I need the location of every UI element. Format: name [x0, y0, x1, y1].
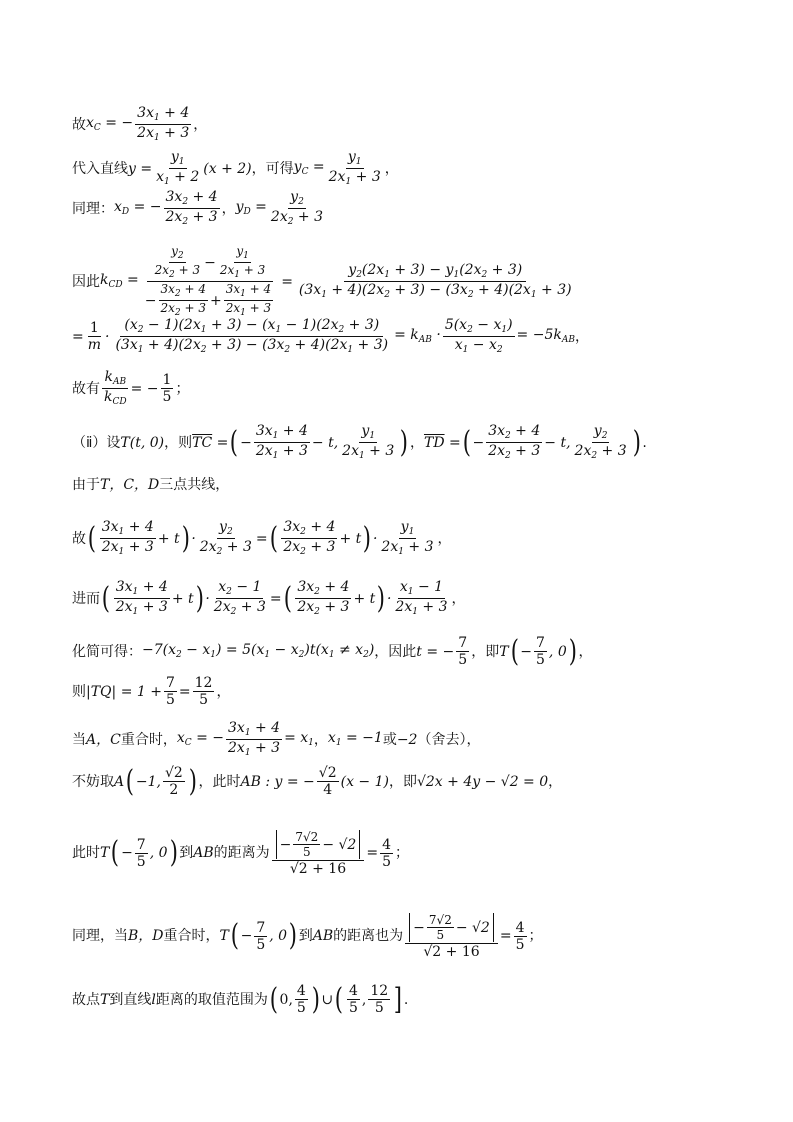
- line-2: [72, 150, 399, 187]
- fraction: $\frac{y_2}{2x_2 + 3}$: [199, 519, 252, 557]
- math: =: [72, 328, 84, 345]
- text: 同理，当: [72, 928, 128, 944]
- math: (x + 2): [203, 160, 252, 177]
- text: ，可得: [251, 160, 294, 177]
- line-8: [72, 478, 229, 492]
- fraction: $\frac{1}{5}$: [162, 372, 172, 405]
- line-11: 化简可得： $-7(x_2 - x_1) = 5(x_1 - x_2)t(x_1 \ne x_2)$ ，因此 t = − $\frac{7}{5}$ ，即 T ( − $\frac{7}{5}$ , 0 ) ，: [72, 633, 593, 669]
- punct: ，: [216, 683, 231, 700]
- fraction: $\frac{y_2}{2x_2 + 3}$: [270, 189, 324, 227]
- text: 重合时，: [120, 731, 177, 748]
- fraction: $\frac{1}{m}$: [87, 320, 102, 353]
- punct: ；: [528, 928, 543, 944]
- fraction: − $\frac{7√2}{5}$ − √2 √2 + 16: [272, 830, 365, 876]
- math: $\overline{TC}$ =: [192, 434, 229, 451]
- punct: ，: [451, 590, 466, 607]
- fraction: $\frac{7}{5}$: [256, 919, 266, 953]
- math: $x_D$ = −: [114, 199, 162, 217]
- text: （ⅱ）设: [72, 434, 121, 451]
- fraction: $\frac{3x_1 + 4}{2x_1 + 3}$: [101, 519, 154, 557]
- fraction: $\frac{x_2 - 1}{2x_2 + 3}$: [213, 579, 266, 617]
- text: 到: [179, 845, 194, 861]
- line-6: [72, 370, 189, 407]
- fraction: $\frac{√2}{4}$: [318, 765, 337, 798]
- punct: .: [403, 991, 409, 1008]
- math: T，C，D: [100, 477, 160, 493]
- text: ，因此: [374, 643, 417, 660]
- math: = $k_{AB}$ ·: [394, 327, 441, 345]
- line-10: 进而 ( $\frac{3x_1 + 4}{2x_1 + 3}$ + t ) · $\frac{x_2 - 1}{2x_2 + 3}$ = ( $\frac{3x_2 + 4}{2x_2 + 3}$ + t ) · $\frac{x_1 - 1}{2x_1 + 3}$ ，: [72, 579, 466, 617]
- punct: ，: [548, 773, 563, 790]
- math: = −: [130, 380, 159, 397]
- text: 的距离也为: [333, 928, 404, 944]
- fraction: $\frac{3x_2 + 4}{2x_2 + 3}$: [488, 423, 541, 461]
- math: = $-5k_{AB}$: [516, 327, 575, 345]
- text: ，则: [164, 434, 193, 451]
- line-9: 故 ( $\frac{3x_1 + 4}{2x_1 + 3}$ + t ) · $\frac{y_2}{2x_2 + 3}$ = ( $\frac{3x_2 + 4}{2x_2 + 3}$ + t ) · $\frac{y_1}{2x_1 + 3}$ ，: [72, 519, 452, 557]
- math: =: [281, 273, 293, 290]
- fraction: $\frac{k_{AB}}{k_{CD}}$: [104, 369, 127, 407]
- text: 到直线: [109, 991, 152, 1008]
- punct: .: [642, 434, 647, 451]
- text: 进而: [72, 590, 100, 607]
- punct: ，: [384, 160, 399, 177]
- line-17: 故点 T 到直线 l 距离的取值范围为 ( 0, $\frac{4}{5}$ ) ∪ ( $\frac{4}{5}$ , $\frac{12}{5}$ ] .: [72, 981, 409, 1017]
- text: 因此: [72, 273, 100, 290]
- fraction: $\frac{3x_1 + 4}{2x_1 + 3}$: [255, 423, 308, 461]
- fraction: $\frac{3x_2 + 4}{2x_2 + 3}$: [165, 189, 218, 227]
- punct: ，: [574, 328, 589, 345]
- text: 距离的取值范围为: [155, 991, 268, 1008]
- fraction: − $\frac{7√2}{5}$ − √2 √2 + 16: [405, 913, 498, 959]
- punct: ，: [313, 731, 328, 748]
- text: 同理：: [72, 200, 114, 217]
- punct: ，: [193, 116, 208, 133]
- text: 故: [72, 116, 86, 133]
- punct: ；: [175, 380, 190, 397]
- line-7: （ⅱ）设 T(t, 0) ，则 $\overline{TC}$ = ( − $\frac{3x_1 + 4}{2x_1 + 3}$ − t, $\frac{y_1}{2x_1 + 3}$ ) ， $\overline{TD}$ = ( − $\frac{3x_2 + 4}{2x_2 + 3}$ − t, $\frac{y_2}{2x_2 + 3}$ ) .: [72, 423, 647, 461]
- line-5: [72, 318, 589, 355]
- fraction: $\frac{y_1}{2x_1 + 3}$: [328, 149, 381, 187]
- math: $k_{CD}$ =: [100, 272, 139, 290]
- line-13: 当 A，C 重合时， $x_C$ = − $\frac{3x_1 + 4}{2x_1 + 3}$ = $x_1$ ， $x_1 = -1$ 或 −2 （舍去），: [72, 720, 481, 758]
- math: $y_C$ =: [293, 159, 325, 177]
- text: ，即: [471, 643, 500, 660]
- text: 由于: [72, 477, 100, 493]
- line-1: [72, 106, 207, 143]
- text: 故有: [72, 380, 100, 397]
- fraction: $\frac{√2}{2}$: [164, 765, 183, 798]
- math: y =: [128, 160, 153, 177]
- fraction: $\frac{4}{5}$: [515, 919, 525, 953]
- fraction: $\frac{y_2}{2x_2 + 3}$: [574, 423, 627, 461]
- fraction: $\frac{3x_2 + 4}{2x_2 + 3}$: [297, 579, 350, 617]
- line-3: [72, 190, 327, 227]
- fraction: $\frac{7}{5}$: [136, 836, 146, 870]
- fraction: $\frac{(x_2 - 1)(2x_1 + 3) - (x_1 - 1)(2x_2 + 3)}{(3x_1 + 4)(2x_2 + 3) - (3x_2 + 4)(2x_1 + 3)}$: [115, 317, 389, 355]
- text: 到: [298, 928, 313, 944]
- math: $-7(x_2 - x_1) = 5(x_1 - x_2)t(x_1 \ne x_2)$: [142, 642, 375, 660]
- math: T(t, 0): [120, 434, 165, 451]
- fraction: $\frac{4}{5}$: [382, 836, 391, 870]
- text: 则: [72, 683, 86, 700]
- math: |TQ| = 1 +: [86, 683, 162, 700]
- text: 故: [72, 530, 86, 547]
- text: ，即: [388, 773, 417, 790]
- fraction: $\frac{3x_1 + 4}{2x_1 + 3}$: [115, 579, 168, 617]
- text: 或: [382, 731, 397, 748]
- fraction: $\frac{3x_1 + 4}{2x_1 + 3}$: [137, 105, 190, 143]
- math: $y_D$ =: [235, 199, 267, 217]
- math: $x_C$ = −: [86, 115, 134, 133]
- fraction: $\frac{7}{5}$: [536, 635, 545, 668]
- punct: ，: [437, 530, 452, 547]
- fraction: $\frac{12}{5}$: [370, 983, 389, 1016]
- text: 的距离为: [213, 845, 270, 861]
- fraction: $\frac{y_1}{x_1 + 2}$: [156, 149, 200, 187]
- text: 重合时，: [163, 928, 220, 944]
- fraction: $\frac{4}{5}$: [296, 983, 306, 1016]
- punct: ，: [409, 434, 424, 451]
- punct: ，: [221, 200, 236, 217]
- fraction: $\frac{y_1}{2x_1 + 3}$: [381, 519, 434, 557]
- punct: ；: [394, 845, 409, 861]
- text: 三点共线，: [159, 477, 230, 493]
- fraction: $\frac{4}{5}$: [349, 983, 358, 1016]
- fraction: $\frac{3x_1 + 4}{2x_1 + 3}$: [228, 720, 281, 758]
- fraction: $\frac{y_2}{2x_2 + 3}$ − $\frac{y_1}{2x_1 + 3}$ − $\frac{3x_2 + 4}{2x_2 + 3}$ + $\frac{3x_1 + 4}{2x_1 + 3}$: [141, 245, 279, 318]
- line-14: 不妨取 A ( −1, $\frac{√2}{2}$ ) ，此时 AB : y = − $\frac{√2}{4}$ (x − 1) ，即 √2x + 4y − √2 = 0 ，: [72, 763, 563, 799]
- math: $\overline{TD}$ =: [423, 434, 461, 451]
- line-15: 此时 T ( − $\frac{7}{5}$ , 0 ) 到 AB 的距离为 − $\frac{7√2}{5}$ − √2 √2 + 16 = $\frac{4}{5}$ ；: [72, 830, 409, 877]
- math: ·: [105, 328, 110, 345]
- text: （舍去），: [417, 731, 481, 748]
- fraction: $\frac{3x_2 + 4}{2x_2 + 3}$: [283, 519, 336, 557]
- fraction: $\frac{x_1 - 1}{2x_1 + 3}$: [395, 579, 448, 617]
- line-12: 则 |TQ| = 1 + $\frac{7}{5}$ = $\frac{12}{5}$ ，: [72, 675, 231, 708]
- fraction: $\frac{7}{5}$: [458, 635, 468, 668]
- text: 化简可得：: [72, 643, 142, 660]
- punct: ，: [578, 643, 593, 660]
- line-16: 同理，当 B，D 重合时， T ( − $\frac{7}{5}$ , 0 ) 到 AB 的距离也为 − $\frac{7√2}{5}$ − √2 √2 + 16 = $\frac{4}{5}$ ；: [72, 913, 543, 960]
- line-4: [72, 245, 578, 318]
- text: ，此时: [198, 773, 241, 790]
- fraction: $\frac{7}{5}$: [165, 675, 175, 708]
- fraction: $\frac{12}{5}$: [194, 675, 213, 708]
- fraction: $\frac{y_2(2x_1 + 3) - y_1(2x_2 + 3)}{(3x_1 + 4)(2x_2 + 3) - (3x_2 + 4)(2x_1 + 3)}$: [298, 262, 572, 300]
- fraction: $\frac{y_1}{2x_1 + 3}$: [342, 423, 395, 461]
- text: 此时: [72, 845, 100, 861]
- text: 不妨取: [72, 773, 114, 790]
- text: 当: [72, 731, 86, 748]
- fraction: $\frac{5(x_2 - x_1)}{x_1 - x_2}$: [444, 317, 513, 355]
- text: 故点: [72, 991, 100, 1008]
- text: 代入直线: [72, 160, 128, 177]
